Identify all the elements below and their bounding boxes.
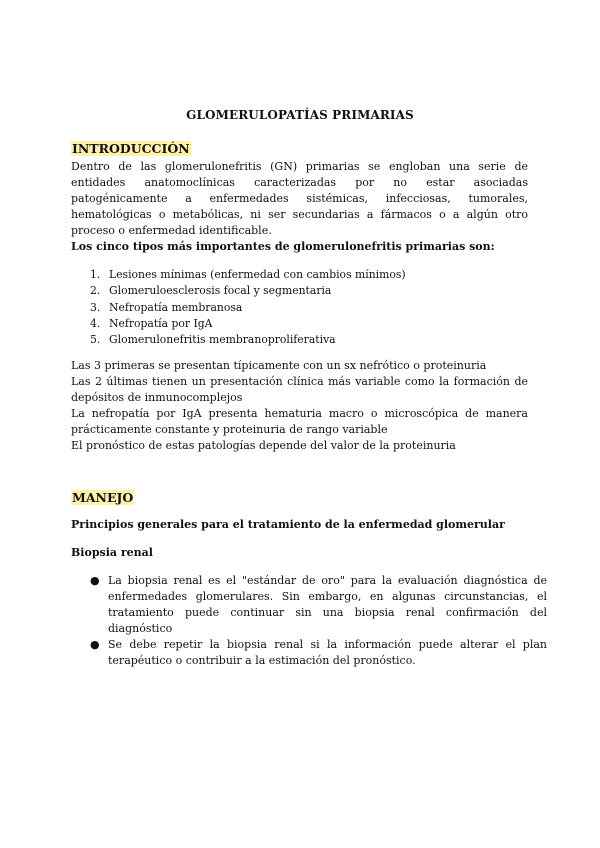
manejo-subheading: Principios generales para el tratamiento de la enfermedad glomerular: [71, 518, 505, 531]
list-number: 2.: [90, 284, 101, 298]
list-number: 1.: [90, 268, 101, 281]
note-line: El pronóstico de estas patologías depende del valor de la proteinuria: [71, 439, 456, 452]
manejo-heading: [71, 490, 134, 505]
list-number: 3.: [90, 300, 101, 314]
list-item: [90, 267, 406, 283]
list-number: 4.: [90, 316, 101, 330]
notes-block: [71, 358, 528, 454]
list-number: 5.: [90, 333, 101, 347]
types-list: [90, 267, 406, 348]
biopsy-bullets: [90, 573, 547, 669]
intro-paragraph: Dentro de las glomerulonefritis (GN) primarias se engloban una serie de entidades anatomoclínicas caracterizadas por no estar asociadas patogénicamente a enfermedades sistémicas, infecciosas, tumorales, hematológicas o metabólicas, ni ser secundarias a fármacos o a algún otro proceso o enfermedad identificable.: [71, 160, 528, 237]
list-item-label: Lesiones mínimas (enfermedad con cambios mínimos): [109, 268, 406, 281]
list-item: [90, 637, 547, 669]
note-line: La nefropatía por IgA presenta hematuria macro o microscópica de manera prácticamente constante y proteinuria de rango variable: [71, 407, 528, 436]
list-item-label: Glomeruloesclerosis focal y segmentaria: [109, 284, 332, 298]
list-item: [90, 332, 406, 348]
bullet-icon: ●: [90, 574, 100, 587]
manejo-heading-text: MANEJO: [72, 490, 134, 505]
types-heading: Los cinco tipos más importantes de glomerulonefritis primarias son:: [71, 240, 495, 253]
biopsy-heading: Biopsia renal: [71, 546, 153, 559]
bullet-text: Se debe repetir la biopsia renal si la información puede alterar el plan terapéutico o contribuir a la estimación del pronóstico.: [108, 638, 547, 667]
intro-heading: [71, 141, 191, 156]
list-item: [90, 573, 547, 637]
list-item-label: Glomerulonefritis membranoproliferativa: [109, 333, 336, 347]
note-line: Las 2 últimas tienen un presentación clínica más variable como la formación de depósitos de inmunocomplejos: [71, 375, 528, 404]
list-item: [90, 316, 406, 332]
list-item: [90, 283, 406, 299]
bullet-text: La biopsia renal es el "estándar de oro" para la evaluación diagnóstica de enfermedades glomerulares. Sin embargo, en algunas circunstancias, el tratamiento puede continuar sin una biopsia renal confirmación del diagnóstico: [108, 574, 547, 635]
bullet-icon: ●: [90, 638, 100, 651]
page-title: GLOMERULOPATÍAS PRIMARIAS: [186, 108, 414, 122]
list-item-label: Nefropatía por IgA: [109, 316, 213, 330]
list-item: [90, 300, 406, 316]
intro-heading-text: INTRODUCCIÓN: [72, 141, 190, 156]
note-line: Las 3 primeras se presentan típicamente con un sx nefrótico o proteinuria: [71, 359, 487, 372]
list-item-label: Nefropatía membranosa: [109, 300, 243, 314]
